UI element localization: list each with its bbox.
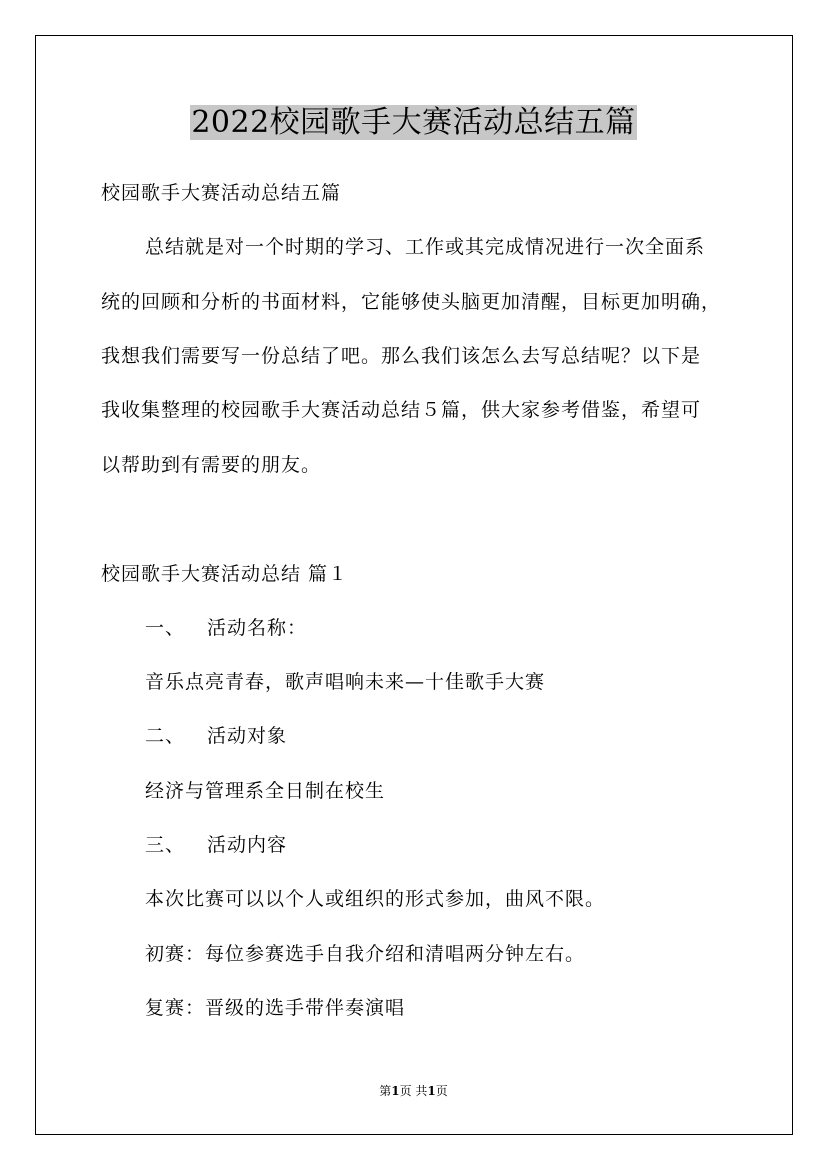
section-heading: 校园歌手大赛活动总结 篇１ xyxy=(101,563,349,585)
intro-line-1: 总结就是对一个时期的学习、工作或其完成情况进行一次全面系 xyxy=(145,236,706,258)
activity-name-text: 音乐点亮青春，歌声唱响未来—十佳歌手大赛 xyxy=(145,671,546,693)
item-label: 活动对象 xyxy=(207,725,288,747)
intro-line-5: 以帮助到有需要的朋友。 xyxy=(101,454,322,476)
second-round-text: 复赛：晋级的选手带伴奏演唱 xyxy=(145,997,406,1019)
footer-page-number: 1 xyxy=(391,1084,400,1098)
intro-line-4: 我收集整理的校园歌手大赛活动总结５篇，供大家参考借鉴，希望可 xyxy=(101,399,702,421)
footer-mid: 页 共 xyxy=(399,1084,428,1098)
activity-target-text: 经济与管理系全日制在校生 xyxy=(145,780,386,802)
intro-line-3: 我想我们需要写一份总结了吧。那么我们该怎么去写总结呢？以下是 xyxy=(101,345,702,367)
section-item-1 xyxy=(145,614,307,642)
activity-content-text: 本次比赛可以以个人或组织的形式参加，曲风不限。 xyxy=(145,888,606,910)
footer-prefix: 第 xyxy=(379,1084,392,1098)
subtitle: 校园歌手大赛活动总结五篇 xyxy=(101,182,342,204)
item-number: 二、 xyxy=(145,725,186,747)
section-item-3 xyxy=(145,831,287,859)
preliminary-round-text: 初赛：每位参赛选手自我介绍和清唱两分钟左右。 xyxy=(145,943,586,965)
footer-suffix: 页 xyxy=(435,1084,448,1098)
item-number: 三、 xyxy=(145,834,186,856)
page-footer xyxy=(0,1082,827,1100)
document-title xyxy=(0,100,827,146)
item-number: 一、 xyxy=(145,617,186,639)
item-label: 活动内容 xyxy=(207,834,288,856)
document-title-text: 2022校园歌手大赛活动总结五篇 xyxy=(191,105,636,140)
item-label: 活动名称： xyxy=(207,617,308,639)
intro-line-2: 统的回顾和分析的书面材料，它能够使头脑更加清醒，目标更加明确， xyxy=(101,291,722,313)
section-item-2 xyxy=(145,722,287,750)
footer-total-pages: 1 xyxy=(427,1084,436,1098)
